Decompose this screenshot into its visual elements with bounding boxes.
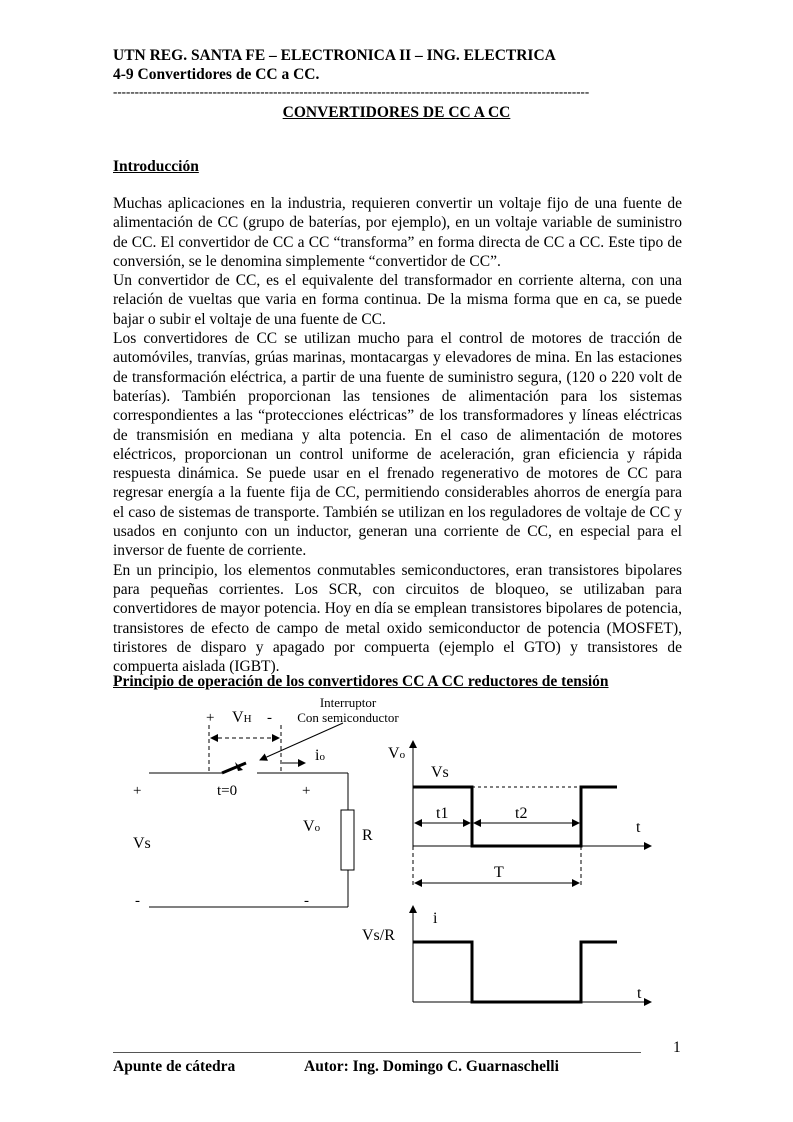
page-title-text: CONVERTIDORES DE CC A CC bbox=[282, 104, 511, 121]
svg-text:t: t bbox=[637, 985, 642, 1002]
section-heading-principle: Principio de operación de los convertidores CC A CC reductores de tensión bbox=[113, 673, 609, 690]
vo-waveform-chart bbox=[388, 741, 651, 885]
document-header-course: UTN REG. SANTA FE – ELECTRONICA II – ING. ELECTRICA bbox=[113, 47, 556, 64]
document-header-chapter: 4-9 Convertidores de CC a CC. bbox=[113, 66, 320, 83]
section-heading-intro: Introducción bbox=[113, 158, 199, 175]
svg-text:VH: VH bbox=[232, 709, 252, 726]
svg-text:+: + bbox=[133, 783, 142, 799]
svg-text:-: - bbox=[267, 710, 272, 726]
svg-text:t2: t2 bbox=[515, 805, 528, 822]
paragraph: En un principio, los elementos conmutables semiconductores, eran transistores bipolares para pequeñas corrientes. Los SCR, con circuitos de bloqueo, se utilizaban para convertidores de mayor potencia. Hoy en día se emplean transistores bipolares de potencia, transistores de efecto de campo de metal oxido semiconductor de potencia (MOSFET), tiristores de disparo y apagado por compuerta (ejemplo el GTO) y transistores de compuerta aislada (IGBT). bbox=[113, 561, 682, 676]
svg-text:T: T bbox=[494, 864, 504, 881]
page-number: 1 bbox=[673, 1039, 681, 1056]
switch-blade bbox=[222, 763, 246, 773]
footer-author: Autor: Ing. Domingo C. Guarnaschelli bbox=[304, 1058, 559, 1075]
paragraph: Los convertidores de CC se utilizan mucho para el control de motores de tracción de automóviles, tranvías, grúas marinas, montacargas y elevadores de mina. En las estaciones de transformación eléctrica, a partir de una fuente de suministro segura, (120 o 220 volt de baterías). También proporcionan las tensiones de alimentación para los sistemas correspondientes a las “protecciones eléctricas” de los transformadores y líneas eléctricas de transmisión en mediana y alta potencia. En el caso de alimentación de motores eléctricos, proporcionan un control uniforme de aceleración, gran eficiencia y rápida respuesta dinámica. Se puede usar en el frenado regenerativo de motores de CC para regresar energía a la fuente fija de CC, permitiendo considerables ahorros de energía para el caso de sistemas de transporte. También se utilizan en los reguladores de voltaje de CC y usados en conjunto con un inductor, generan una corriente de CC, en especial para el inversor de fuente de corriente. bbox=[113, 330, 682, 560]
circuit-schematic bbox=[133, 695, 399, 909]
svg-text:Vs: Vs bbox=[431, 764, 449, 781]
paragraph: Muchas aplicaciones en la industria, requieren convertir un voltaje fijo de una fuente de alimentación de CC (grupo de baterías, por ejemplo), en un voltaje variable de suministro de CC. El convertidor de CC a CC “transforma” en forma directa de CC a CC. Este tipo de conversión, se le denomina simplemente “convertidor de CC”. bbox=[113, 195, 682, 270]
svg-text:io: io bbox=[315, 747, 325, 764]
current-waveform-chart bbox=[362, 906, 651, 1002]
svg-text:t1: t1 bbox=[436, 805, 449, 822]
svg-text:Vs: Vs bbox=[133, 835, 151, 852]
svg-text:Vo: Vo bbox=[388, 745, 406, 762]
footer-label: Apunte de cátedra bbox=[113, 1058, 236, 1075]
svg-text:Vs/R: Vs/R bbox=[362, 927, 395, 944]
svg-text:Interruptor: Interruptor bbox=[319, 695, 377, 710]
svg-text:t=0: t=0 bbox=[217, 783, 238, 799]
svg-text:-: - bbox=[135, 893, 140, 909]
header-separator: -------------------------------------------------------------------------------------------------------------- bbox=[113, 84, 590, 99]
footer-divider bbox=[113, 1052, 641, 1053]
svg-text:t: t bbox=[636, 819, 641, 836]
paragraph: Un convertidor de CC, es el equivalente del transformador en corriente alterna, con una relación de vueltas que varia en forma continua. De la misma forma que en ca, se puede bajar o subir el voltaje de una fuente de CC. bbox=[113, 272, 682, 328]
svg-text:Vo: Vo bbox=[303, 818, 321, 835]
svg-text:i: i bbox=[433, 910, 438, 927]
svg-text:Con semiconductor: Con semiconductor bbox=[297, 710, 399, 725]
svg-text:R: R bbox=[362, 827, 373, 844]
svg-text:+: + bbox=[206, 710, 215, 726]
svg-text:+: + bbox=[302, 783, 311, 799]
resistor-icon bbox=[341, 810, 354, 870]
svg-text:-: - bbox=[304, 893, 309, 909]
